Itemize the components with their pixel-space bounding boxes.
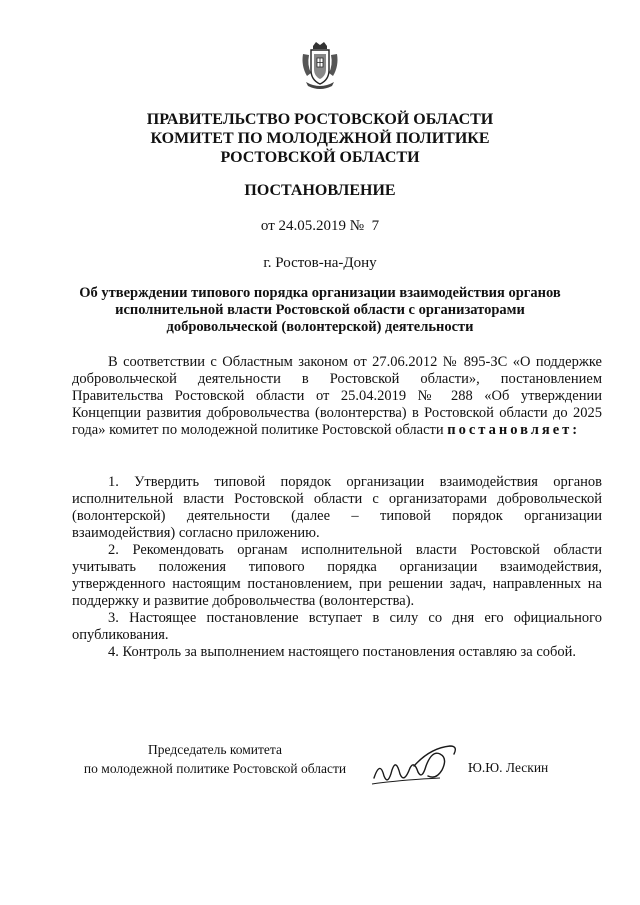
preamble-paragraph <box>72 354 602 439</box>
coat-of-arms-icon <box>300 40 340 90</box>
decree-items <box>72 474 602 661</box>
header-line-1: ПРАВИТЕЛЬСТВО РОСТОВСКОЙ ОБЛАСТИ <box>146 111 494 128</box>
header-line-2: КОМИТЕТ ПО МОЛОДЕЖНОЙ ПОЛИТИКЕ <box>150 130 490 147</box>
decree-item: 4. Контроль за выполнением настоящего постановления оставляю за собой. <box>108 644 577 660</box>
decree-item: 1. Утвердить типовой порядок организации взаимодействия органов исполнительной власти Ростовской области с организаторами добровольческой (волонтерской) деятельности (далее – типовой порядок организации взаимодействия) согласно приложению. <box>72 474 602 541</box>
issuer-header <box>0 110 640 167</box>
signatory-title-line-1: Председатель комитета <box>148 742 282 757</box>
document-type: ПОСТАНОВЛЕНИЕ <box>244 182 396 199</box>
document-subject <box>60 285 580 336</box>
handwritten-signature-icon <box>370 740 462 790</box>
header-line-3: РОСТОВСКОЙ ОБЛАСТИ <box>220 149 420 166</box>
decree-item: 3. Настоящее постановление вступает в силу со дня его официального опубликования. <box>72 610 602 643</box>
subject-line-1: Об утверждении типового порядка организации взаимодействия органов <box>79 285 561 301</box>
signatory-name: Ю.Ю. Лескин <box>468 760 549 775</box>
signatory-title-line-2: по молодежной политике Ростовской области <box>83 761 347 776</box>
decree-word: постановляет: <box>447 422 581 438</box>
signature-block <box>0 740 640 800</box>
subject-line-2: исполнительной власти Ростовской области с организаторами <box>115 302 525 318</box>
signatory-title <box>80 740 350 778</box>
document-date-number: от 24.05.2019 № 7 <box>260 218 380 234</box>
subject-line-3: добровольческой (волонтерской) деятельности <box>166 319 474 335</box>
document-city: г. Ростов-на-Дону <box>263 255 377 271</box>
preamble <box>72 354 602 439</box>
preamble-text: В соответствии с Областным законом от 27.06.2012 № 895-ЗС «О поддержке добровольческой деятельности в Ростовской области», постановлением Правительства Ростовской области от 25.04.2019 № 288 «Об утверждении Концепции развития добровольчества (волонтерства) в Ростовской области до 2025 года» комитет по молодежной политике Ростовской области <box>72 354 602 438</box>
decree-item: 2. Рекомендовать органам исполнительной власти Ростовской области учитывать положения типового порядка организации взаимодействия, утвержденного настоящим постановлением, при решении задач, направленных на поддержку и развитие добровольчества (волонтерства). <box>72 542 602 609</box>
